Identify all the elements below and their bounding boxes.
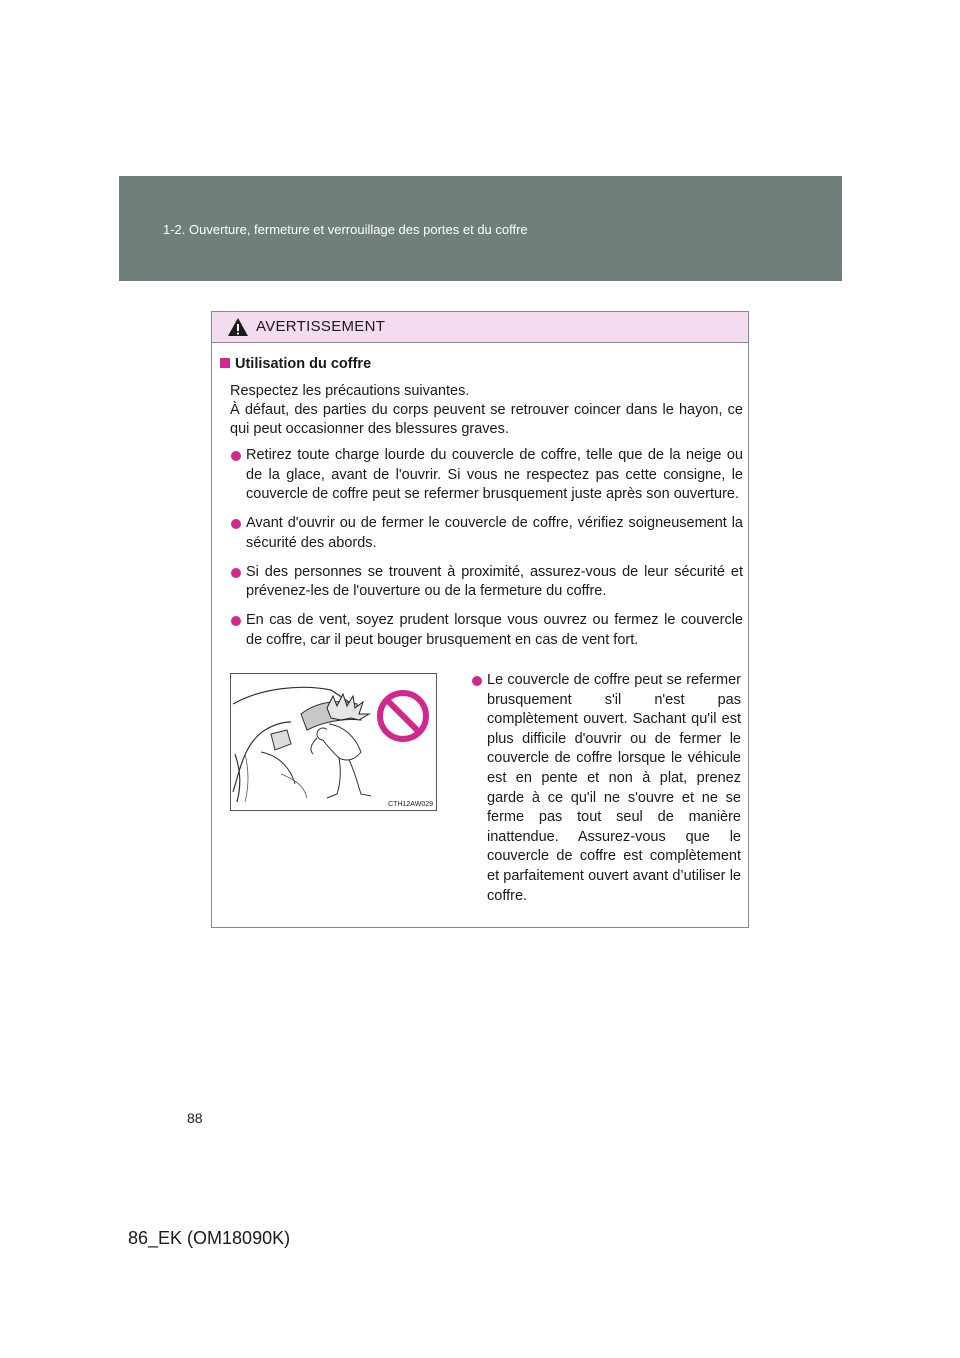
- round-bullet-icon: [231, 519, 241, 529]
- intro-line-2: À défaut, des parties du corps peuvent se retrouver coincer dans le hayon, ce qui peut occasionner des blessures graves.: [230, 402, 743, 437]
- warning-section-title: Utilisation du coffre: [220, 356, 371, 372]
- intro-line-1: Respectez les précautions suivantes.: [230, 383, 470, 399]
- square-bullet-icon: [220, 358, 230, 368]
- section-title: 1-2. Ouverture, fermeture et verrouillage des portes et du coffre: [163, 222, 528, 237]
- list-item: Le couvercle de coffre peut se refermer brusquement s'il n'est pas complètement ouvert. Sachant qu'il est plus difficile d'ouvrir ou de fermer le couvercle de coffre lorsque le véhicule est en pente et non à plat, prenez garde à ce qu'il ne s'ouvre et ne se ferme pas tout seul de manière inattendue. Assurez-vous que le couvercle de coffre est complètement et parfaitement ouvert avant d’utiliser le coffre.: [471, 671, 741, 906]
- list-item: Retirez toute charge lourde du couvercle de coffre, telle que de la neige ou de la glace, avant de l'ouvrir. Si vous ne respectez pas cette consigne, le couvercle de coffre peut se refermer brusquement juste après son ouverture.: [230, 446, 743, 505]
- trunk-illustration: [230, 673, 437, 811]
- list-item: Si des personnes se trouvent à proximité, assurez-vous de leur sécurité et prévenez-les de l'ouverture ou de la fermeture du coffre.: [230, 563, 743, 602]
- warning-header: [212, 312, 748, 343]
- warning-intro: [230, 382, 743, 439]
- page-number: 88: [187, 1110, 203, 1126]
- round-bullet-icon: [472, 676, 482, 686]
- round-bullet-icon: [231, 568, 241, 578]
- warning-triangle-icon: [227, 317, 249, 337]
- warning-bullet-list: [230, 446, 743, 659]
- list-item: Avant d'ouvrir ou de fermer le couvercle de coffre, vérifiez soigneusement la sécurité des abords.: [230, 514, 743, 553]
- illustration-code: CTH12AW029: [388, 801, 433, 808]
- list-item: En cas de vent, soyez prudent lorsque vous ouvrez ou fermez le couvercle de coffre, car il peut bouger brusquement en cas de vent fort.: [230, 611, 743, 650]
- warning-box: [211, 311, 749, 928]
- document-code: 86_EK (OM18090K): [128, 1228, 291, 1248]
- header-band: [119, 176, 842, 281]
- car-trunk-drawing: [231, 674, 436, 810]
- round-bullet-icon: [231, 451, 241, 461]
- warning-label: AVERTISSEMENT: [256, 318, 386, 335]
- round-bullet-icon: [231, 616, 241, 626]
